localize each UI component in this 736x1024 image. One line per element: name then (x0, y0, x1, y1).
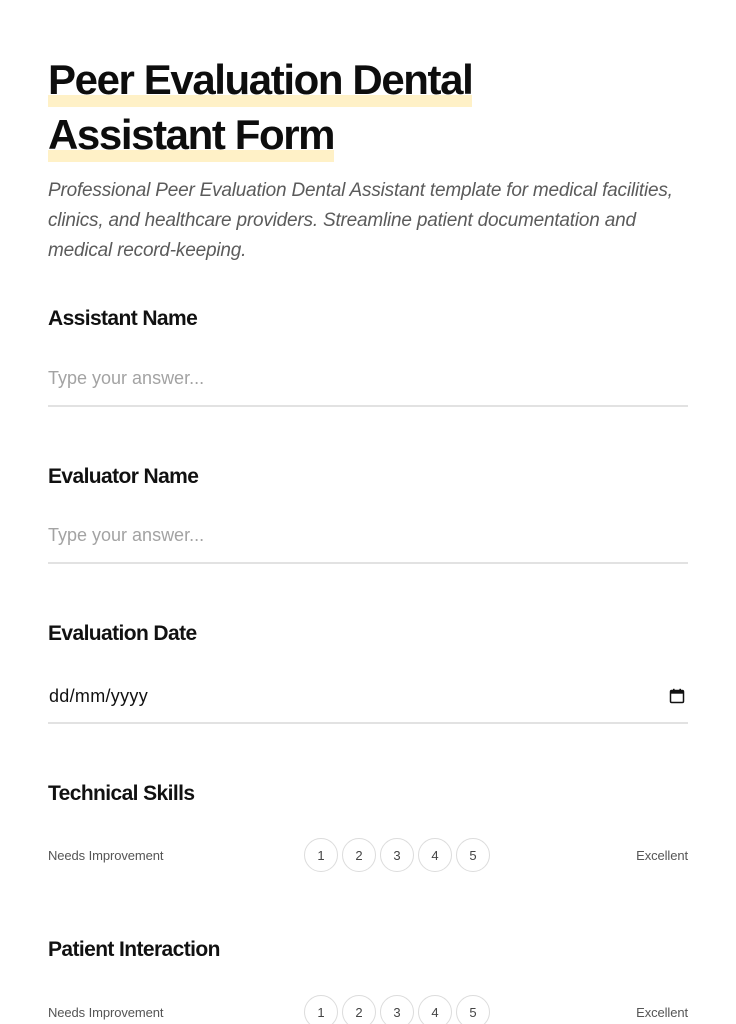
rating-high-label: Excellent (636, 1005, 688, 1020)
rating-option-3[interactable]: 3 (380, 838, 414, 872)
rating-scale (304, 995, 490, 1024)
rating-high-label: Excellent (636, 848, 688, 863)
evaluation-date-value: dd/mm/yyyy (49, 685, 149, 706)
patient-interaction-rating (48, 993, 688, 1024)
rating-option-3[interactable]: 3 (380, 995, 414, 1024)
assistant-name-field-wrapper (48, 353, 688, 407)
patient-interaction-question (48, 938, 688, 1024)
assistant-name-question (48, 307, 688, 407)
rating-low-label: Needs Improvement (48, 1005, 164, 1020)
form-content (48, 52, 688, 1020)
technical-skills-rating (48, 836, 688, 876)
technical-skills-label: Technical Skills (48, 782, 195, 805)
patient-interaction-label: Patient Interaction (48, 938, 220, 961)
rating-scale (304, 838, 490, 872)
calendar-icon[interactable] (668, 687, 686, 705)
evaluation-date-label: Evaluation Date (48, 622, 197, 645)
form-title-line-1: Peer Evaluation Dental (48, 52, 472, 107)
evaluator-name-input[interactable] (48, 525, 688, 548)
form-description: Professional Peer Evaluation Dental Assistant template for medical facilities, clinics, and healthcare providers. Streamline patient documentation and medical record-keeping. (48, 180, 673, 261)
evaluator-name-label: Evaluator Name (48, 465, 199, 488)
evaluator-name-field-wrapper (48, 510, 688, 564)
rating-low-label: Needs Improvement (48, 848, 164, 863)
assistant-name-input[interactable] (48, 368, 688, 391)
evaluator-name-question (48, 465, 688, 564)
rating-option-2[interactable]: 2 (342, 995, 376, 1024)
evaluation-date-input[interactable] (48, 670, 688, 724)
rating-option-1[interactable]: 1 (304, 995, 338, 1024)
form-title (48, 52, 688, 162)
evaluation-date-question (48, 622, 688, 724)
rating-option-4[interactable]: 4 (418, 838, 452, 872)
rating-option-2[interactable]: 2 (342, 838, 376, 872)
rating-option-5[interactable]: 5 (456, 838, 490, 872)
technical-skills-question (48, 782, 688, 876)
assistant-name-label: Assistant Name (48, 307, 198, 330)
rating-option-1[interactable]: 1 (304, 838, 338, 872)
rating-option-4[interactable]: 4 (418, 995, 452, 1024)
rating-option-5[interactable]: 5 (456, 995, 490, 1024)
form-title-line-2: Assistant Form (48, 107, 334, 162)
